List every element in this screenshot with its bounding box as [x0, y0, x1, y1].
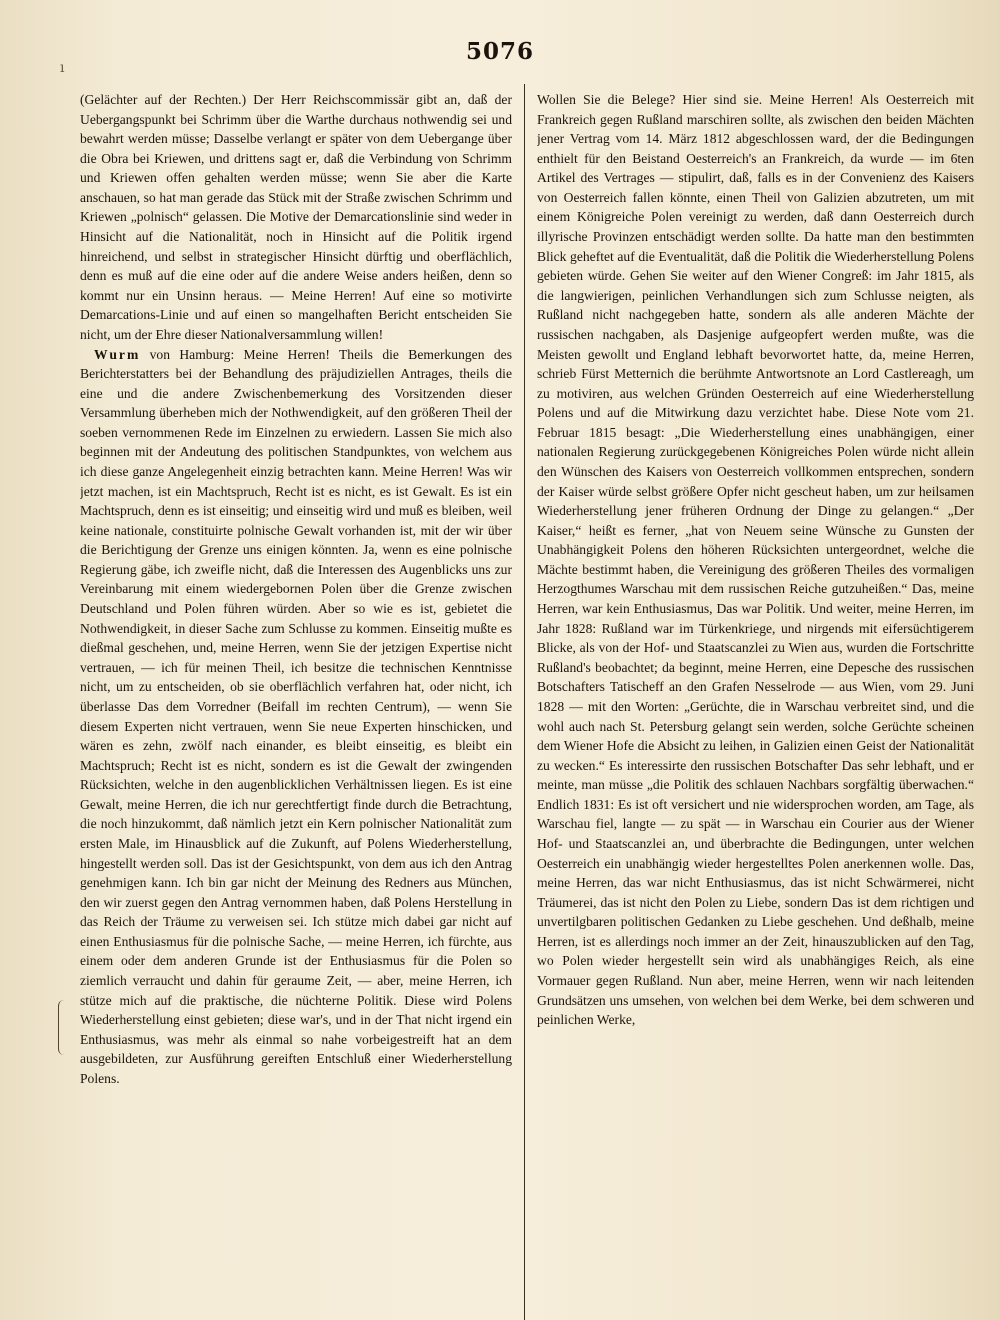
paragraph-left-1: (Gelächter auf der Rechten.) Der Herr Reichscommissär gibt an, daß der Uebergangspunkt bei Schrimm über die Warthe durchaus nothwendig sei und bewahrt werden müsse; Dasselbe verlangt er später von dem Uebergange über die Obra bei Kriewen, und drittens sagt er, daß die Verbindung von Schrimm und Kriewen offen gehalten werden müsse; wenn Sie aber die Karte anschauen, so hat man gerade das Stück mit der Straße zwischen Schrimm und Kriewen „polnisch“ gelassen. Die Motive der Demarcationslinie sind weder in Hinsicht auf die Nationalität, noch in Hinsicht auf die Politik irgend hinreichend, und selbst in strategischer Hinsicht dürftig und oberflächlich, denn es muß auf die eine oder auf die andere Weise anders heißen, denn so kommt nur ein Unsinn heraus. — Meine Herren! Auf eine so motivirte Demarcations-Linie und auf einen so mangelhaften Bericht entscheiden Sie nicht, um der Ehre dieser Nationalversammlung willen!: [80, 92, 512, 342]
paragraph-right-1: Wollen Sie die Belege? Hier sind sie. Meine Herren! Als Oesterreich mit Frankreich gegen Rußland marschiren sollte, als zwischen den beiden Mächten jener Vertrag vom 14. März 1812 abgeschlossen ward, der die Bedingungen enthielt für den Beistand Oesterreich's an Frankreich, da wurde — im 6ten Artikel des Vertrages — stipulirt, daß, falls es in der Convenienz des Kaisers von Oesterreich fallen könnte, einen Theil von Galizien abzutreten, um mit einem Königreiche Polen vereinigt zu werden, daß dann Oesterreich durch illyrische Provinzen entschädigt werden sollte. Da hatte man den bestimmten Blick geheftet auf die Eventualität, daß die Politik die Wiederherstellung Polens gebieten würde. Gehen Sie weiter auf den Wiener Congreß: im Jahr 1815, als die langwierigen, peinlichen Verhandlungen sich zum Schlusse neigten, als Rußland nicht nachgegeben hatte, sondern als alle anderen Mächte der russischen nachgaben, als Dasjenige aufgeopfert werden mußte, was die Meisten gewollt und England lebhaft bevorwortet hatte, da, meine Herren, schrieb Fürst Metternich die berühmte Antwortsnote an Lord Castlereagh, um zu motiviren, aus welchen Gründen Oesterreich auf eine Wiederherstellung Polens und auf die Mitwirkung dazu verzichtet habe. Diese Note vom 21. Februar 1815 besagt: „Die Wiederherstellung eines unabhängigen, einer nationalen Regierung zurückgegebenen Königreiches Polen würde nicht allein den Wünschen des Kaisers von Oesterreich vollkommen entsprechen, sondern der Kaiser würde selbst größere Opfer nicht gescheut haben, um zur heilsamen Wiederherstellung jener früheren Ordnung der Dinge zu gelangen.“ „Der Kaiser,“ heißt es ferner, „hat von Neuem seine Wünsche zu Gunsten der Unabhängigkeit Polens den höheren Rücksichten untergeordnet, welche die Mächte bestimmt haben, die Vereinigung des größeren Theiles des vormaligen Herzogthumes Warschau mit dem russischen Reiche gutzuheißen.“ Das, meine Herren, war kein Enthusiasmus, Das war Politik. Und weiter, meine Herren, im Jahr 1828: Rußland war im Türkenkriege, und nirgends mit eifersüchtigerem Blicke, als von der Hof- und Staatscanzlei zu Wien aus, wurden die Fortschritte Rußland's beobachtet; da beginnt, meine Herren, eine Depesche des russischen Botschafters Tatischeff an den Grafen Nesselrode — aus Wien, vom 29. Juni 1828 — mit den Worten: „Gerüchte, die in Warschau verbreitet sind, und die wohl auch nach St. Petersburg gelangt sein werden, solche Gerüchte scheinen dem Wiener Hofe die Absicht zu leihen, in Galizien einen Geist der Nationalität zu wecken.“ Es interessirte den russischen Botschafter Das sehr lebhaft, und er meinte, man müsse „die Politik des schlauen Nachbars sorgfältig überwachen.“ Endlich 1831: Es ist oft versichert und nie widersprochen worden, am Tage, als Warschau fiel, langte — zu spät — in Warschau ein Courier aus der Wiener Hof- und Staatscanzlei an, und überbrachte die Bedingungen, unter welchen Oesterreich ein unabhängig wieder hergestelltes Polen anerkennen wolle. Das, meine Herren, das war nicht Enthusiasmus, das ist nicht Schwärmerei, nicht Träumerei, das ist nicht den Polen zu Liebe, sondern Das ist dem richtigen und unvertilgbaren politischen Gedanken zu Liebe geschehen. Und deßhalb, meine Herren, ist es allerdings noch immer an der Zeit, hinauszublicken auf den Tag, wo Polen wieder hergestellt sein wird als unabhängiges Reich, als eine Vormauer gegen Rußland. Nun aber, meine Herren, wenn wir nach leitenden Grundsätzen uns umsehen, von welchen bei dem Werke, bei dem schweren und peinlichen Werke,: [537, 92, 974, 1028]
corner-mark: ı: [60, 60, 65, 76]
left-column: [80, 90, 512, 1316]
speech-text: von Hamburg: Meine Herren! Theils die Bemerkungen des Berichterstatters bei der Behandlung des präjudiziellen Antrages, theils die eine und die andere Zwischenbemerkung des Vorsitzenden dieser Versammlung überheben mich der Nothwendigkeit, auf den größeren Theil der soeben vernommenen Rede im Einzelnen zu erwiedern. Lassen Sie mich also beginnen mit der Andeutung des politischen Standpunktes, von welchem aus ich diese ganze Angelegenheit einzig betrachten kann. Meine Herren! Was wir jetzt machen, ist ein Machtspruch, Recht ist es nicht, es ist Gewalt. Es ist ein Machtspruch, denn es ist einseitig; und einseitig wird und muß es bleiben, weil keine nationale, constituirte polnische Gewalt vorhanden ist, mit der wir über die Berichtigung der Grenze uns einigen könnten. Ja, wenn es eine polnische Regierung gäbe, ich zweifle nicht, daß die Interessen des Augenblicks uns zur Vereinbarung mit einem wiedergebornen Polen über die Grenze zwischen Deutschland und Polen führen würden. Aber so wie es ist, gebietet die Nothwendigkeit, in dieser Sache zum Schlusse zu kommen. Einseitig mußte es dießmal geschehen, und, meine Herren, wenn Sie der jetzigen Expertise nicht vertrauen, — ich für meinen Theil, ich besitze die technischen Kenntnisse nicht, um zu entscheiden, ob sie oberflächlich verfahren hat, oder nicht, ich überlasse Das dem Vorredner (Beifall im rechten Centrum), — wenn Sie diesem Experten nicht vertrauen, wenn Sie neue Experten hinschicken, und wären es zehn, zwölf nach einander, es bleibt einseitig, es bleibt ein Machtspruch; Recht ist es nicht, sondern es ist die Gewalt der zwingenden Rücksichten, welche in den augenblicklichen Verhältnissen liegen. Es ist eine Gewalt, meine Herren, die ich nur gerechtfertigt finde durch die Betrachtung, die noch hinzukommt, daß nämlich jetzt ein Kern polnischer Nationalität zum ersten Male, im Hinausblick auf die Zukunft, auf Polens Wiederherstellung, hingestellt werden soll. Das ist der Gesichtspunkt, von dem aus ich den Antrag genehmigen kann. Ich bin gar nicht der Meinung des Redners aus München, den wir zuerst gegen den Antrag vernommen haben, daß Polens Herstellung in das Reich der Träume zu verweisen sei. Ich stütze mich dabei gar nicht auf einen Enthusiasmus für die polnische Sache, — meine Herren, ich fürchte, aus einem oder dem anderen Grunde ist der Enthusiasmus für die Polen so ziemlich verraucht und dahin für geraume Zeit, — aber, meine Herren, ich stütze mich auf die praktische, die nüchterne Politik. Diese wird Polens Wiederherstellung einst gebieten; diese war's, und in der That nicht irgend ein Enthusiasmus, was mehr als einmal so nahe vorbeigestreift hat an dem ausgebildeten, zur Ausführung gereiften Entschluß einer Wiederherstellung Polens.: [80, 346, 512, 1086]
page-number: 5076: [465, 38, 534, 65]
right-column: [537, 90, 974, 1316]
column-divider: [524, 84, 525, 1320]
margin-bracket: [58, 1000, 67, 1055]
speaker-name: Wurm: [94, 346, 141, 362]
paragraph-left-2: [80, 345, 512, 1089]
